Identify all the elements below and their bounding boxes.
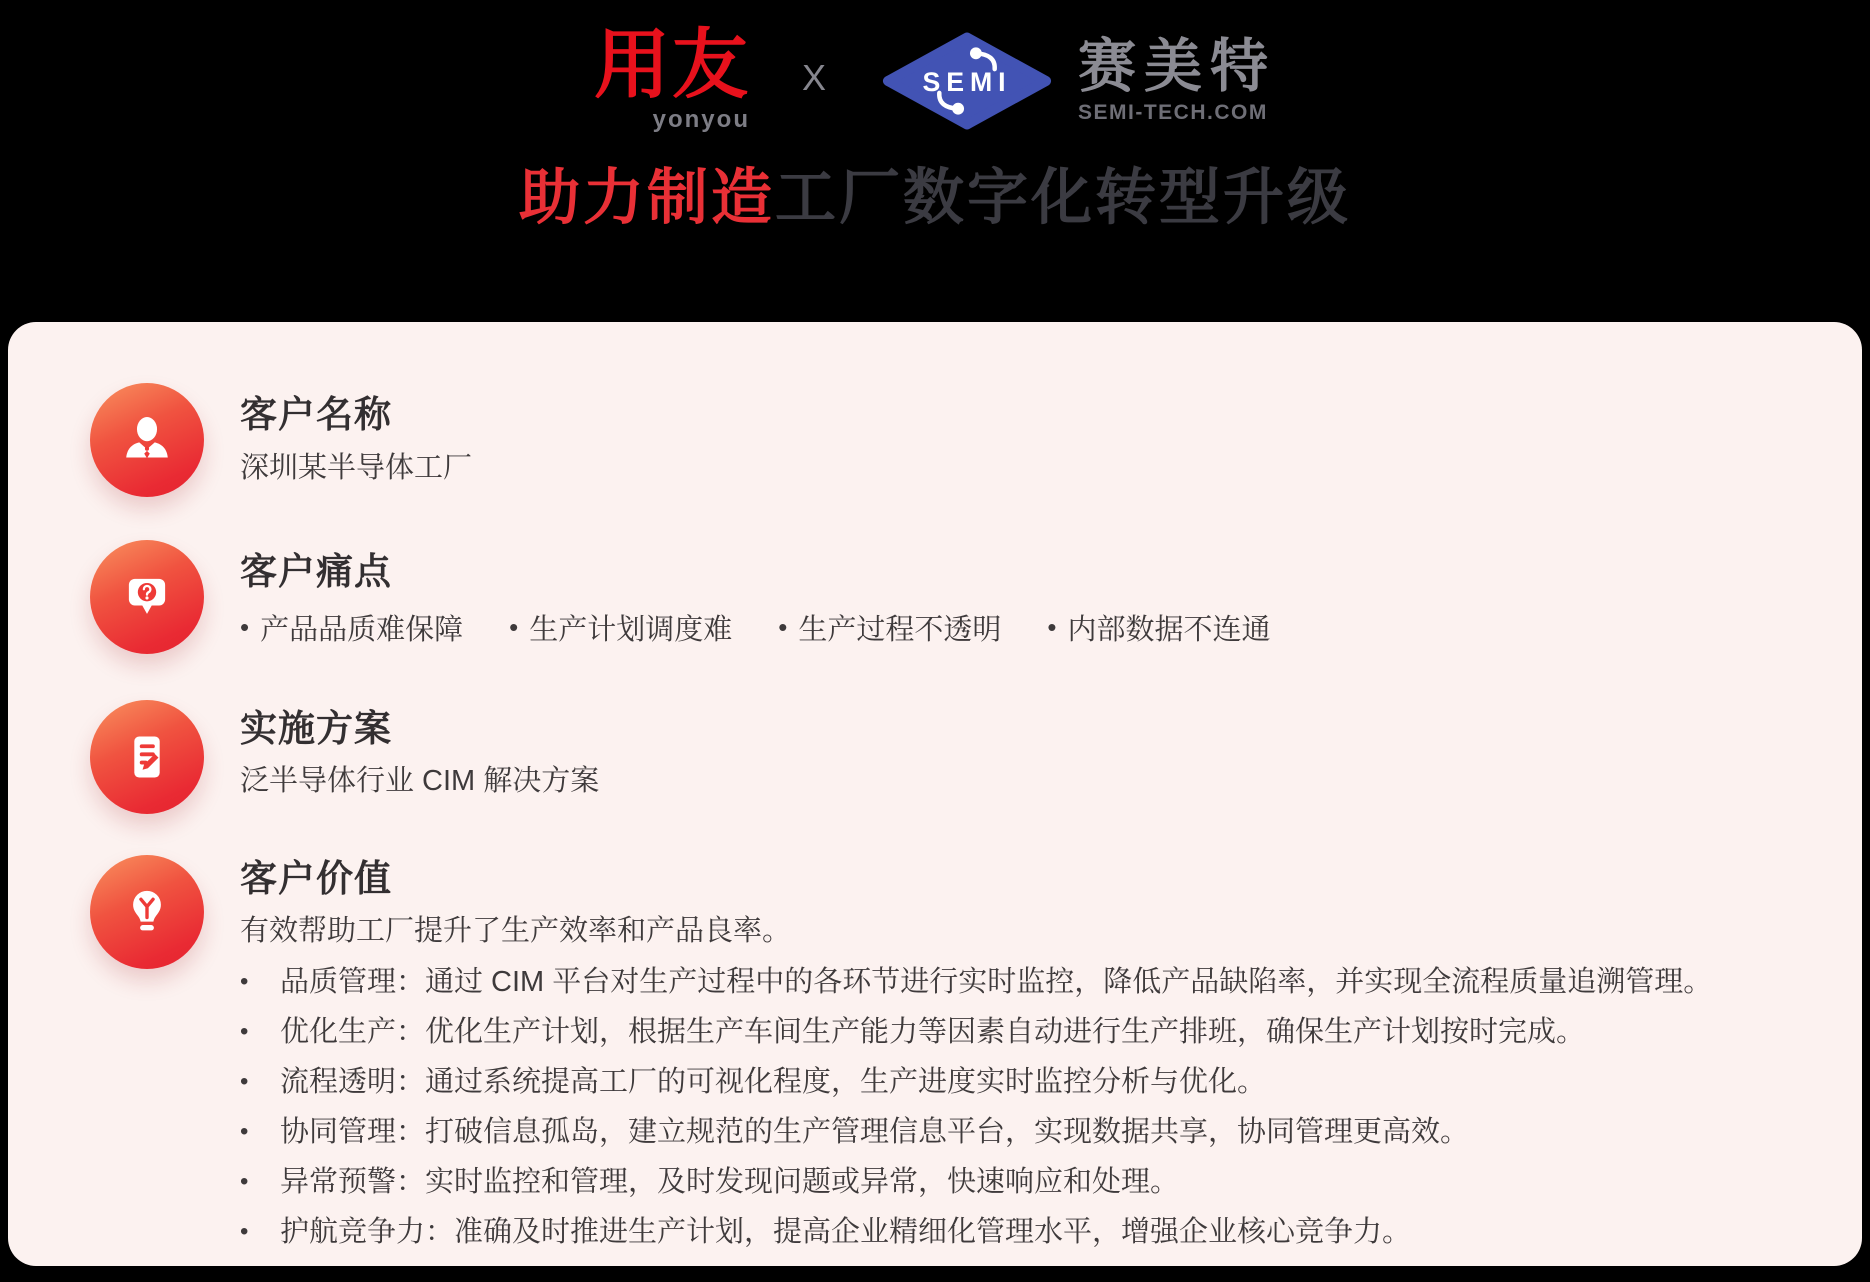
pain-point-item [240,607,463,648]
bullet-dot: • [1047,612,1057,642]
logo-row [0,23,1870,134]
value-item [240,1012,1712,1062]
value-item [240,1212,1712,1262]
value-item-text: 流程透明：通过系统提高工厂的可视化程度，生产进度实时监控分析与优化。 [280,1066,1267,1098]
yonyou-logo [593,23,750,134]
bullet-dot: • [509,612,519,642]
value-item-text: 协同管理：打破信息孤岛，建立规范的生产管理信息平台，实现数据共享，协同管理更高效。 [280,1116,1470,1148]
pain-point-item [778,607,1001,648]
semi-logo [878,31,1276,131]
section-body-customer-name: 深圳某半导体工厂 [240,452,473,484]
semi-logo-text: 赛美特 [1078,33,1277,99]
pain-point-label: 内部数据不连通 [1067,614,1271,646]
pain-points-row [240,607,1271,648]
value-item-text: 异常预警：实时监控和管理，及时发现问题或异常，快速响应和处理。 [280,1166,1180,1198]
customer-value-list [240,962,1712,1262]
value-item [240,962,1712,1012]
yonyou-logo-text: 用友 [593,23,750,108]
bullet-dot: • [240,968,249,995]
section-heading-customer-name: 客户名称 [240,394,392,435]
user-icon [90,383,204,497]
value-item [240,1062,1712,1112]
section-heading-customer-value: 客户价值 [240,858,392,899]
yonyou-logo-sub: yonyou [652,106,750,133]
pain-point-label: 生产计划调度难 [529,614,733,646]
semi-logo-text-block [1078,33,1277,126]
section-body-solution: 泛半导体行业 CIM 解决方案 [240,765,600,797]
value-item [240,1162,1712,1212]
question-bubble-icon [90,540,204,654]
pain-point-label: 产品品质难保障 [260,614,464,646]
value-item-text: 护航竞争力：准确及时推进生产计划，提高企业精细化管理水平，增强企业核心竞争力。 [280,1216,1412,1248]
bullet-dot: • [240,612,250,642]
page-title-highlight: 助力制造 [518,163,775,231]
bullet-dot: • [240,1118,249,1145]
lightbulb-icon [90,855,204,969]
value-item-text: 品质管理：通过 CIM 平台对生产过程中的各环节进行实时监控，降低产品缺陷率，并实现全流程质量追溯管理。 [280,966,1713,998]
pain-point-item [1047,607,1270,648]
x-separator: X [801,57,826,98]
value-item [240,1112,1712,1162]
page-title-rest: 工厂数字化转型升级 [775,163,1352,231]
section-heading-solution: 实施方案 [240,708,392,749]
section-body-customer-value: 有效帮助工厂提升了生产效率和产品良率。 [240,915,792,947]
section-heading-pain-points: 客户痛点 [240,551,392,592]
pain-point-item [509,607,732,648]
bullet-dot: • [240,1018,249,1045]
pain-point-label: 生产过程不透明 [798,614,1002,646]
semi-mark-text: SEMI [922,66,1012,97]
value-item-text: 优化生产：优化生产计划，根据生产车间生产能力等因素自动进行生产排班，确保生产计划按时完成。 [280,1016,1586,1048]
page-title [0,160,1870,234]
bullet-dot: • [778,612,788,642]
semi-logo-sub: SEMI-TECH.COM [1078,101,1268,125]
bullet-dot: • [240,1218,249,1245]
semi-diamond-icon [878,31,1056,131]
bullet-dot: • [240,1168,249,1195]
bullet-dot: • [240,1068,249,1095]
document-edit-icon [90,700,204,814]
